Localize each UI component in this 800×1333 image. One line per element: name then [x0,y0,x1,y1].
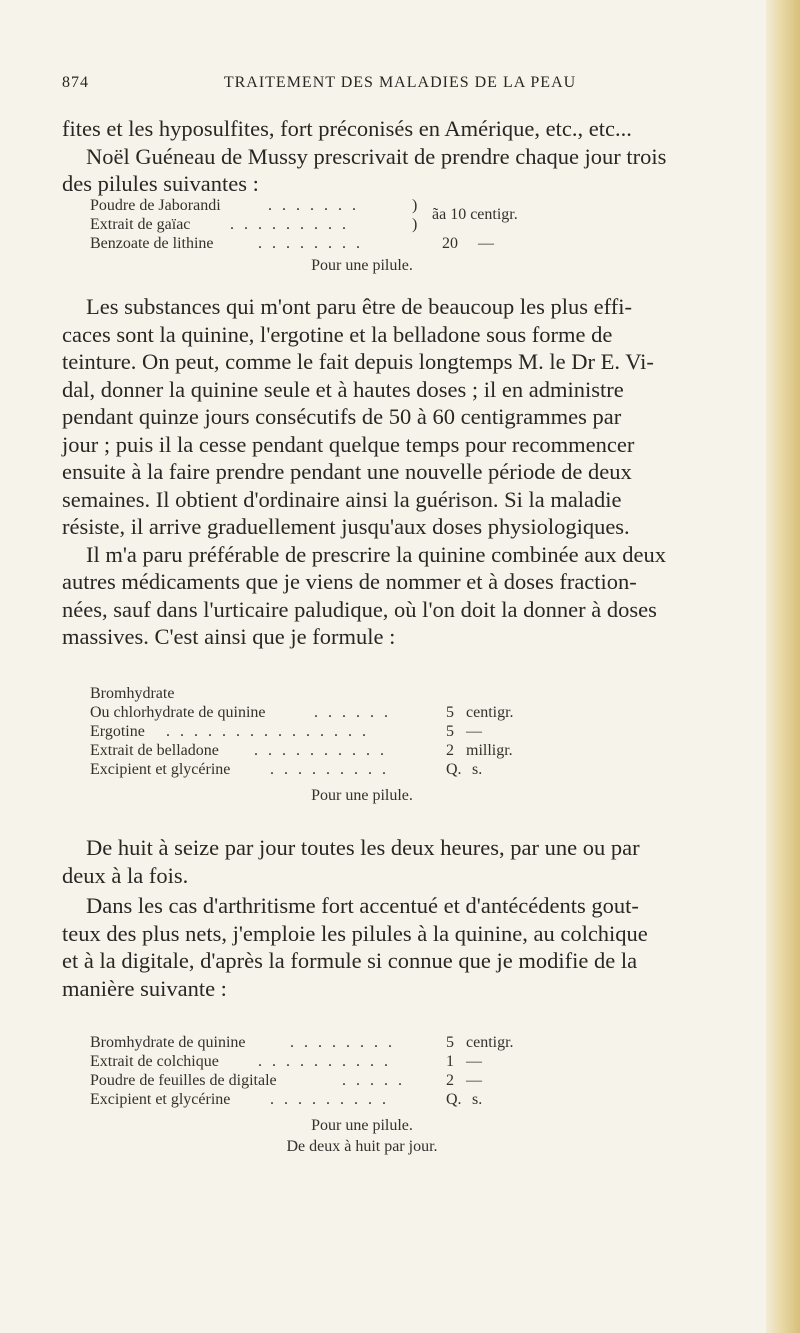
dose-quantity: 5 [446,723,454,740]
dose-quantity: 5 [446,1034,454,1051]
leader-dots: . . . . . . [314,704,391,721]
formula-1 [90,196,730,274]
dose-quantity: 5 [446,704,454,721]
formula-row [90,1033,730,1052]
ingredient-name: Benzoate de lithine [90,235,214,252]
dose-unit: centigr. [466,1034,514,1051]
text-line: autres médicaments que je viens de nommer et à doses fraction- [62,569,637,594]
ingredient-name: Ou chlorhydrate de quinine [90,704,266,721]
text-line: deux à la fois. [62,862,189,888]
leader-dots: . . . . . . . . . . [254,742,387,759]
running-title: TRAITEMENT DES MALADIES DE LA PEAU [223,74,577,91]
paragraph-1 [62,115,738,198]
page-edge [766,0,800,1333]
dose-quantity: 1 [446,1053,454,1070]
formula-title [90,684,730,703]
ingredient-name: Ergotine [90,723,145,740]
formula-row [90,741,730,760]
leader-dots: . . . . . . . . . [230,216,349,233]
text-line: et à la digitale, d'après la formule si connue que je modifie de la [62,948,638,973]
ingredient-name: Extrait de belladone [90,742,219,759]
dose-unit: — [466,1053,482,1070]
text-line: jour ; puis il la cesse pendant quelque temps pour recommencer [62,431,635,457]
leader-dots: . . . . . [342,1072,405,1089]
formula-row [90,234,730,253]
dose-unit: — [466,1072,482,1089]
formula-2 [90,684,730,804]
ingredient-name: Extrait de gaïac [90,216,191,233]
ingredient-name: Extrait de colchique [90,1053,219,1070]
ingredient-name: Excipient et glycérine [90,761,231,778]
text-line: manière suivante : [62,975,227,1001]
formula-3 [90,1033,730,1155]
dose-unit: milligr. [466,742,513,759]
text-line: nées, sauf dans l'urticaire paludique, où l'on doit la donner à doses [62,596,657,622]
dose-quantity: Q. [446,1091,462,1108]
formula-row [90,703,730,722]
dose-quantity: 20 [442,235,458,252]
text-line: résiste, il arrive graduellement jusqu'aux doses physiologiques. [62,514,630,539]
dose-unit: s. [472,1091,483,1108]
dose-quantity: 2 [446,742,454,759]
text-line: teinture. On peut, comme le fait depuis longtemps M. le Dr E. Vi- [62,349,654,374]
formula-note: Pour une pilule. [311,257,413,274]
text-line: fites et les hyposulfites, fort préconisés en Amérique, etc., etc... [62,116,632,141]
text-line: massives. C'est ainsi que je formule : [62,624,396,649]
text-line: teux des plus nets, j'emploie les pilules à la quinine, au colchique [62,920,648,946]
leader-dots: . . . . . . . . . [270,761,389,778]
paragraph-3 [62,834,738,889]
text-line: Les substances qui m'ont paru être de beaucoup les plus effi- [86,294,632,319]
ingredient-name: Poudre de feuilles de digitale [90,1072,277,1089]
dose-unit: — [466,723,482,740]
text-line: Noël Guéneau de Mussy prescrivait de prendre chaque jour trois [86,143,667,169]
dose-unit: s. [472,761,483,778]
paragraph-4 [62,892,738,1002]
formula-note: De deux à huit par jour. [286,1138,438,1155]
ingredient-name: Excipient et glycérine [90,1091,231,1108]
dose-unit: centigr. [466,704,514,721]
dose-quantity: 2 [446,1072,454,1089]
text-line: caces sont la quinine, l'ergotine et la belladone sous forme de [62,321,613,347]
leader-dots: . . . . . . . . . . [258,1053,391,1070]
formula-row [90,722,730,741]
text-line: dal, donner la quinine seule et à hautes doses ; il en administre [62,376,624,402]
formula-row [90,1071,730,1090]
text-line: Il m'a paru préférable de prescrire la quinine combinée aux deux [86,541,667,567]
ingredient-name: Bromhydrate [90,685,175,702]
leader-dots: . . . . . . . . . [270,1091,389,1108]
formula-row [90,215,730,234]
paragraph-2 [62,293,738,651]
text-line: pendant quinze jours consécutifs de 50 à 60 centigrammes par [62,404,622,429]
page-number: 874 [62,74,89,91]
dose-quantity: Q. [446,761,462,778]
page-header [62,74,738,96]
text-line: ensuite à la faire prendre pendant une nouvelle période de deux [62,459,632,484]
leader-dots: . . . . . . . [268,197,359,214]
ingredient-name: Poudre de Jaborandi [90,197,221,214]
formula-row [90,1052,730,1071]
leader-dots: . . . . . . . . . . . . . . . [166,723,369,740]
leader-dots: . . . . . . . . [258,235,363,252]
text-line: De huit à seize par jour toutes les deux heures, par une ou par [86,835,640,860]
formula-note: Pour une pilule. [311,787,413,804]
dose-unit: — [478,235,494,252]
bracket: ) [412,197,418,214]
ingredient-name: Bromhydrate de quinine [90,1034,246,1051]
text-line: semaines. Il obtient d'ordinaire ainsi la guérison. Si la maladie [62,486,622,512]
bracket: ) [412,216,418,233]
formula-row [90,196,730,215]
formula-row [90,1090,730,1109]
text-line: des pilules suivantes : [62,171,259,196]
formula-note: Pour une pilule. [311,1117,413,1134]
formula-row [90,760,730,779]
text-line: Dans les cas d'arthritisme fort accentué et d'antécédents gout- [86,893,639,918]
leader-dots: . . . . . . . . [290,1034,395,1051]
shared-dose: ãa 10 centigr. [432,206,518,223]
